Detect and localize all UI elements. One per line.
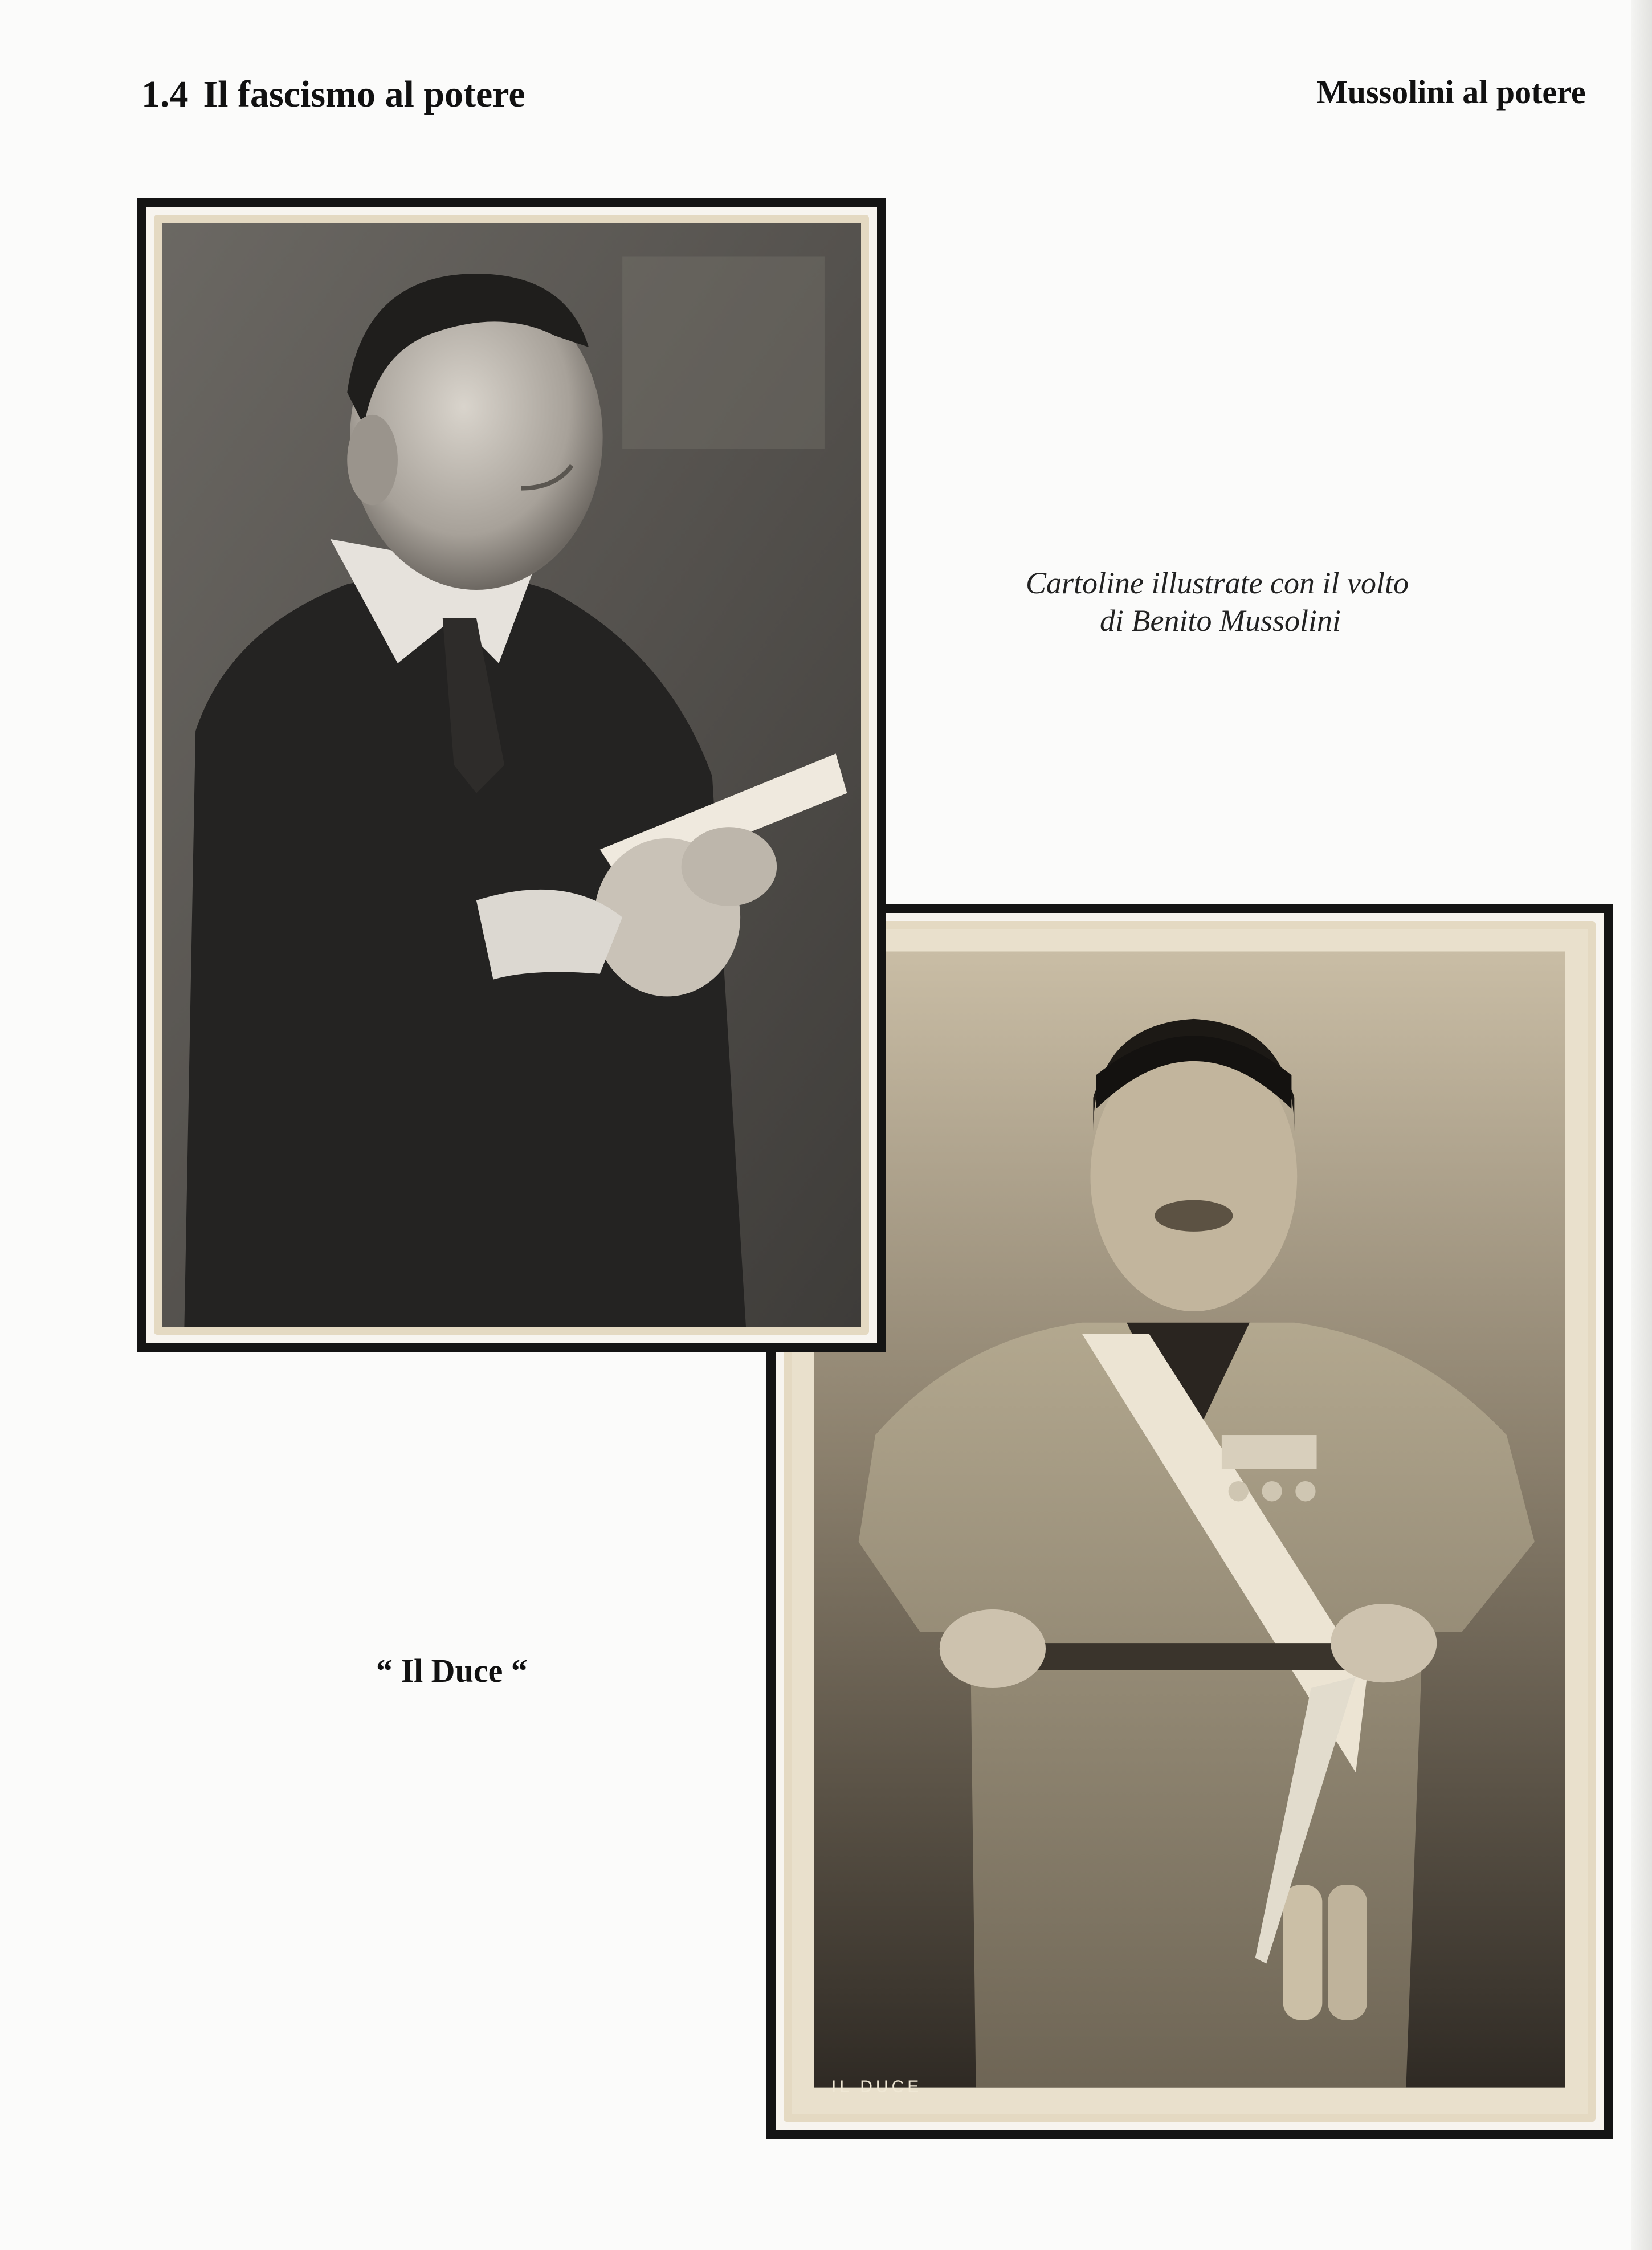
postcard-uniform-portrait xyxy=(766,904,1613,2139)
portrait-photo-reading xyxy=(162,223,861,1327)
postcards-caption xyxy=(992,564,1504,639)
postcard-printed-caption: IL DUCE xyxy=(831,2077,923,2096)
section-title-text: Il fascismo al potere xyxy=(203,74,525,115)
section-title xyxy=(141,73,525,116)
portrait-photo-uniform xyxy=(792,929,1588,2114)
postcard-face xyxy=(154,215,869,1335)
postcard-reading-portrait xyxy=(137,198,886,1352)
duce-label: “ Il Duce “ xyxy=(376,1652,528,1689)
section-number: 1.4 xyxy=(141,74,189,115)
page-spine-shadow xyxy=(1631,0,1652,2250)
page-topic: Mussolini al potere xyxy=(1316,74,1586,111)
caption-line-1: Cartoline illustrate con il volto xyxy=(1026,566,1409,600)
caption-line-2: di Benito Mussolini xyxy=(1100,604,1341,638)
postcard-face xyxy=(784,921,1596,2122)
